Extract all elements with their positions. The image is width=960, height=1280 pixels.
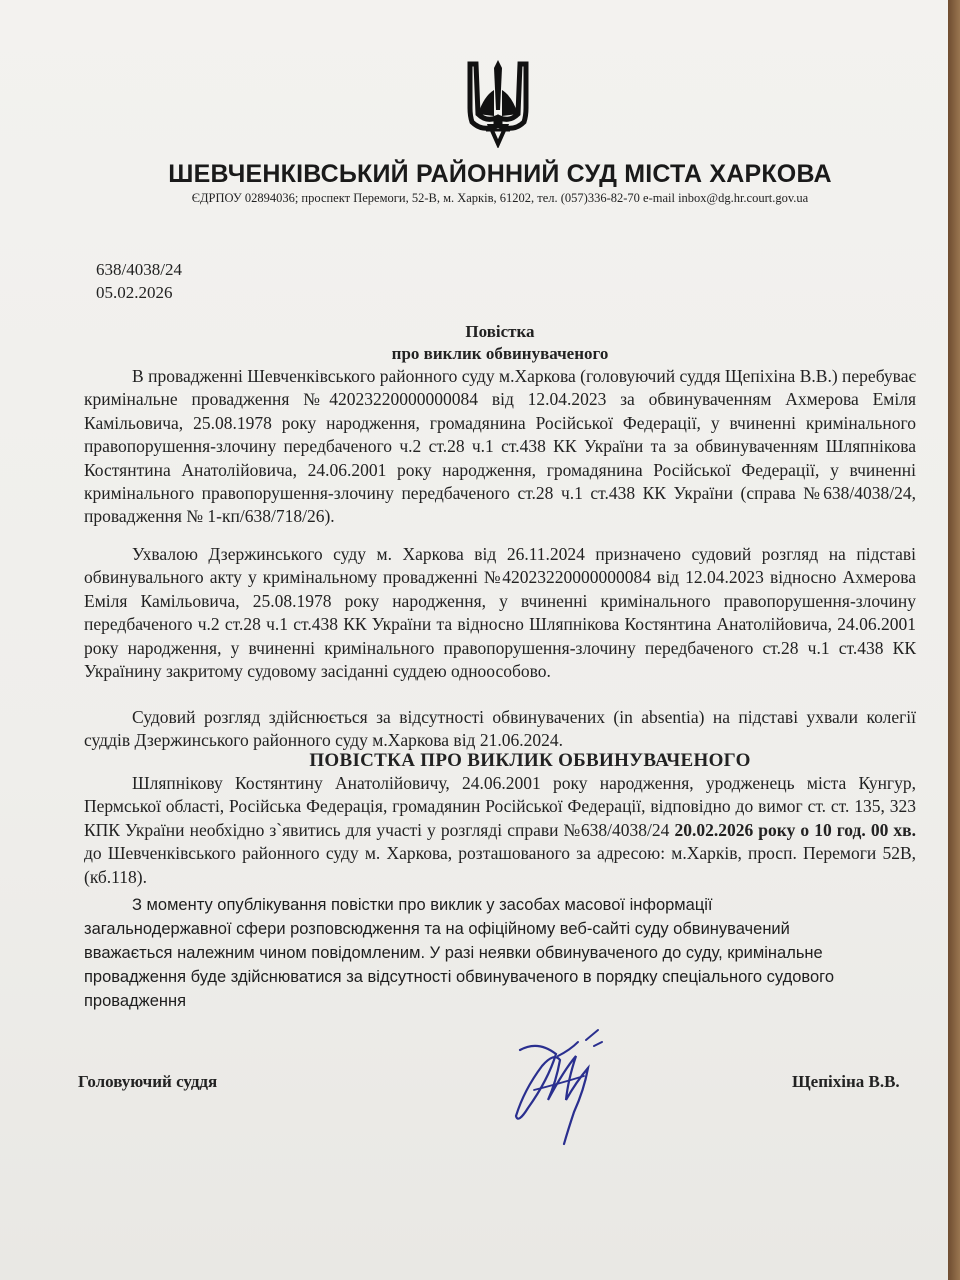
hearing-datetime: 20.02.2026 року о 10 год. 00 хв.	[674, 819, 916, 840]
judge-label: Головуючий суддя	[78, 1072, 218, 1091]
trident-emblem-icon	[464, 56, 532, 148]
summons-text-end: до Шевченківського районного суду м. Харкова, розташованого за адресою: м.Харків, просп. Перемоги 52В, (кб.118).	[84, 843, 916, 887]
table-edge	[948, 0, 960, 1280]
court-contact-info: ЄДРПОУ 02894036; проспект Перемоги, 52-В, м. Харків, 61202, тел. (057)336-82-70 e-mail inbox@dg.hr.court.gov.ua	[191, 191, 809, 205]
summons-text-start: Шляпнікову Костянтину Анатолійовичу, 24.06.2001 року народження, уродженець міста Кунгур, Пермської області, Російська Федерація, громадянин Російської Федерації, відповідно до вимог ст. ст. 135, 323 КПК України необхідно з`явитись для участі у розгляді справи №638/4038/24	[84, 773, 916, 840]
summons-heading: ПОВІСТКА ПРО ВИКЛИК ОБВИНУВАЧЕНОГО	[309, 750, 751, 771]
notification-line: загальнодержавної сфери розповсюдження та на офіційному веб-сайті суду обвинувачений	[84, 920, 790, 938]
judge-name: Щепіхіна В.В.	[792, 1072, 900, 1091]
document-title: Повістка	[465, 322, 535, 341]
document-date: 05.02.2026	[96, 283, 173, 302]
paragraph-ruling: Ухвалою Дзержинського суду м. Харкова від 26.11.2024 призначено судовий розгляд на підставі обвинувального акту у кримінальному провадженні №42023220000000084 від 12.04.2023 відносно Ахмерова Еміля Камільовича, 25.08.1978 року народження, у вчиненні кримінального правопорушення-злочину передбаченого ч.2 ст.28 ч.1 ст.438 КК України та відносно Шляпнікова Костянтина Анатолійовича, 24.06.2001 року народження, у вчиненні кримінального правопорушення-злочину передбаченого ст.28 ч.1 ст.438 КК Українину закритому судовому засіданні суддею одноособово.	[84, 544, 916, 682]
paragraph-in-absentia: Судовий розгляд здійснюється за відсутності обвинувачених (in absentia) на підставі ухвали колегії суддів Дзержинського районного суду м.Харкова від 21.06.2024.	[84, 707, 916, 751]
signature-icon	[498, 1020, 618, 1155]
paragraph-summons	[84, 772, 916, 889]
notification-line: провадження	[84, 992, 187, 1010]
document-subtitle: про виклик обвинуваченого	[391, 344, 609, 363]
notification-line: провадження буде здійснюватися за відсутності обвинуваченого в порядку спеціального судового	[84, 968, 835, 986]
paragraph-proceedings: В провадженні Шевченківського районного суду м.Харкова (головуючий суддя Щепіхіна В.В.) перебуває кримінальне провадження №42023220000000084 від 12.04.2023 за обвинуваченням Ахмерова Еміля Камільовича, 25.08.1978 року народження, громадянина Російської Федерації, у вчиненні кримінального правопорушення-злочину передбаченого ч.2 ст.28 ч.1 ст.438 КК України та за обвинуваченням Шляпнікова Костянтина Анатолійовича, 24.06.2001 року народження, громадянина Російської Федерації, у вчиненні кримінального правопорушення-злочину передбаченого ст.28 ч.1 ст.438 КК України (справа №638/4038/24, провадження № 1-кп/638/718/26).	[84, 366, 916, 527]
notification-line: З моменту опублікування повістки про виклик у засобах масової інформації	[132, 896, 713, 914]
notification-line: вважається належним чином повідомленим. У разі неявки обвинуваченого до суду, кримінальне	[84, 944, 823, 962]
case-number: 638/4038/24	[96, 260, 182, 279]
court-name: ШЕВЧЕНКІВСЬКИЙ РАЙОННИЙ СУД МІСТА ХАРКОВА	[168, 160, 832, 188]
paragraph-notification	[84, 893, 916, 1013]
